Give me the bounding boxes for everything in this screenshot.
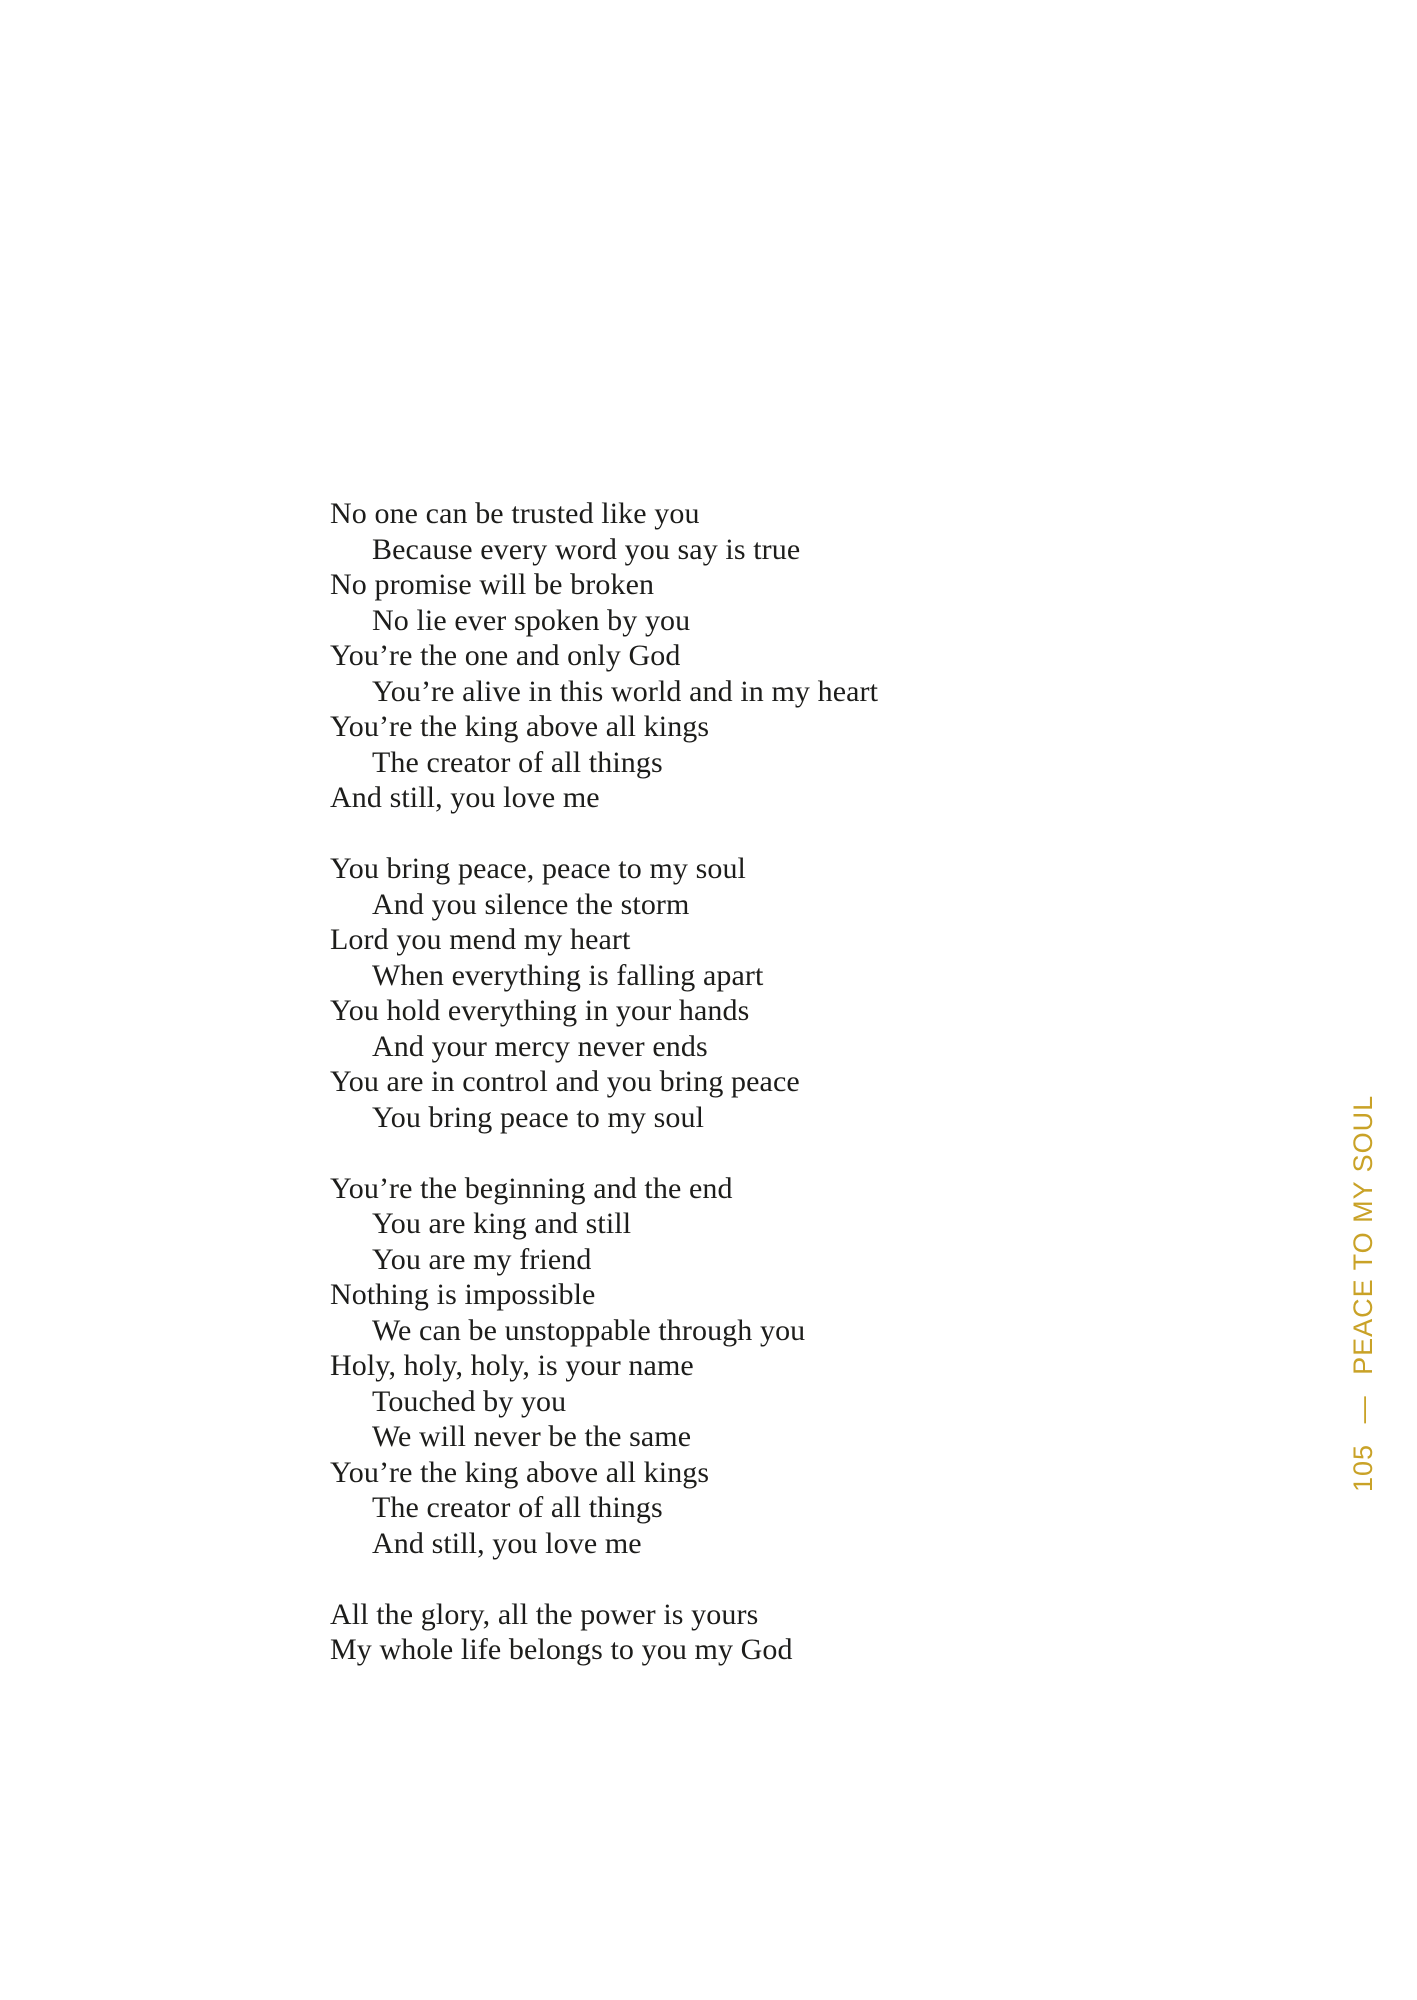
lyric-line-indented: You’re alive in this world and in my heart (372, 674, 879, 708)
lyric-line: You’re the one and only God (330, 639, 681, 672)
lyric-line: You’re the king above all kings (330, 1455, 710, 1489)
lyric-line: No one can be trusted like you (330, 497, 700, 530)
lyric-line-indented: We will never be the same (372, 1420, 692, 1453)
lyric-line-indented: And still, you love me (372, 1526, 642, 1560)
lyric-line-indented: You are my friend (372, 1242, 592, 1276)
lyric-line-indented: And your mercy never ends (372, 1029, 708, 1063)
lyric-line-indented: You bring peace to my soul (372, 1100, 705, 1134)
lyric-line: All the glory, all the power is yours (330, 1597, 759, 1631)
lyrics-body (330, 496, 1130, 1703)
stanza (330, 1597, 1130, 1668)
lyric-line: Holy, holy, holy, is your name (330, 1349, 694, 1382)
lyric-line: You bring peace, peace to my soul (330, 852, 746, 885)
running-head-separator: — (1348, 1395, 1378, 1424)
lyric-line-indented: You are king and still (372, 1207, 632, 1240)
lyric-line: You are in control and you bring peace (330, 1065, 800, 1098)
lyric-line: You’re the beginning and the end (330, 1171, 733, 1205)
lyric-line-indented: Because every word you say is true (372, 532, 801, 566)
lyric-line-indented: Touched by you (372, 1384, 567, 1418)
lyric-line-indented: The creator of all things (372, 1491, 663, 1524)
stanza (330, 496, 1130, 816)
lyric-line: You’re the king above all kings (330, 710, 710, 743)
lyric-line: My whole life belongs to you my God (330, 1633, 793, 1666)
lyric-line: No promise will be broken (330, 568, 655, 601)
lyric-line: Lord you mend my heart (330, 923, 631, 956)
lyric-line: And still, you love me (330, 781, 600, 814)
page-number: 105 (1348, 1443, 1378, 1492)
lyric-line-indented: We can be unstoppable through you (372, 1313, 806, 1347)
stanza (330, 1171, 1130, 1562)
running-head (1348, 1095, 1379, 1492)
running-head-title: PEACE TO MY SOUL (1348, 1094, 1378, 1375)
lyric-line-indented: When everything is falling apart (372, 958, 764, 992)
lyric-line-indented: And you silence the storm (372, 887, 690, 921)
lyric-line: Nothing is impossible (330, 1278, 596, 1311)
lyric-line: You hold everything in your hands (330, 994, 750, 1027)
lyric-line-indented: The creator of all things (372, 745, 663, 779)
stanza (330, 851, 1130, 1135)
lyric-line-indented: No lie ever spoken by you (372, 603, 691, 637)
